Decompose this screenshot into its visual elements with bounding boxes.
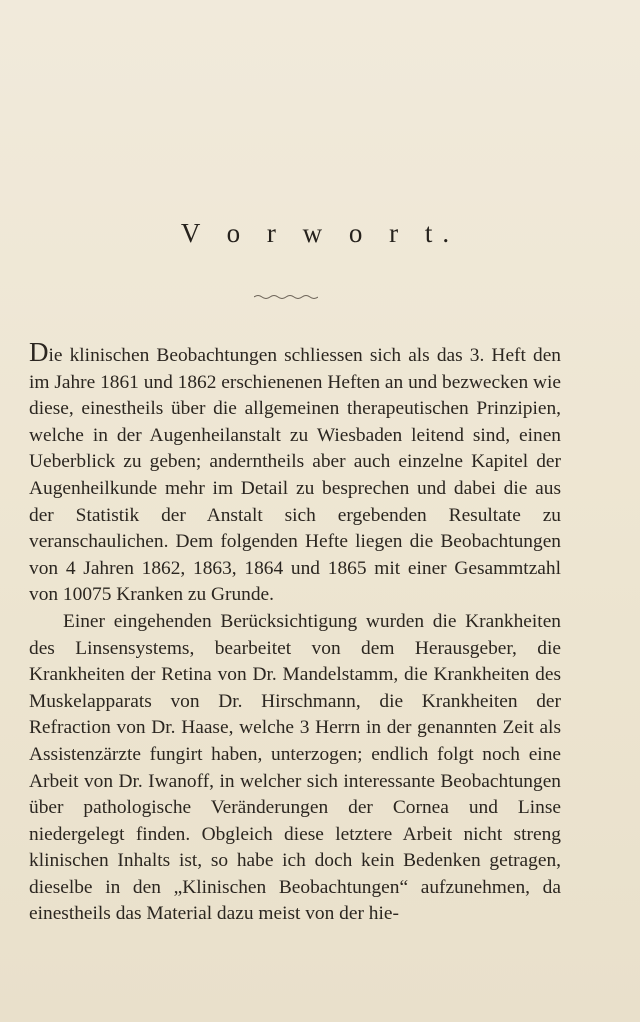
decorative-rule: [254, 293, 318, 301]
preface-paragraph-2: Einer eingehenden Berücksichtigung wurden die Krankheiten des Linsensystems, bearbeitet von dem Herausgeber, die Krankheiten der Retina von Dr. Mandelstamm, die Krankheiten des Muskelapparats von Dr. Hirschmann, die Krankheiten der Refraction von Dr. Haase, welche 3 Herrn in der genannten Zeit als Assistenzärzte fungirt haben, unterzogen; endlich folgt noch eine Arbeit von Dr. Iwanoff, in welcher sich interessante Beobachtungen über pathologische Veränderungen der Cornea und Linse niedergelegt finden. Obgleich diese letztere Arbeit nicht streng klinischen Inhalts ist, so habe ich doch kein Bedenken getragen, dieselbe in den „Klinischen Beobachtungen“ aufzunehmen, da einestheils das Material dazu meist von der hie-: [29, 610, 561, 925]
paragraph-1-text: ie klinischen Beobachtungen schliessen sich als das 3. Heft den im Jahre 1861 und 1862 erschienenen Heften an und bezwecken wie diese, einestheils über die allgemeinen therapeutischen Prinzipien, welche in der Augenheilanstalt zu Wiesbaden leitend sind, einen Ueberblick zu geben; anderntheils aber auch einzelne Kapitel der Augenheilkunde mehr im Detail zu besprechen und dabei die aus der Statistik der Anstalt sich ergebenden Resultate zu veranschaulichen. Dem folgenden Hefte liegen die Beobachtungen von 4 Jahren 1862, 1863, 1864 und 1865 mit einer Gesammtzahl von 10075 Kranken zu Grunde.: [29, 345, 561, 606]
preface-text: [29, 337, 561, 928]
page-title: V o r w o r t.: [180, 218, 460, 248]
preface-paragraph-1: [29, 337, 561, 609]
drop-initial: D: [29, 337, 49, 367]
